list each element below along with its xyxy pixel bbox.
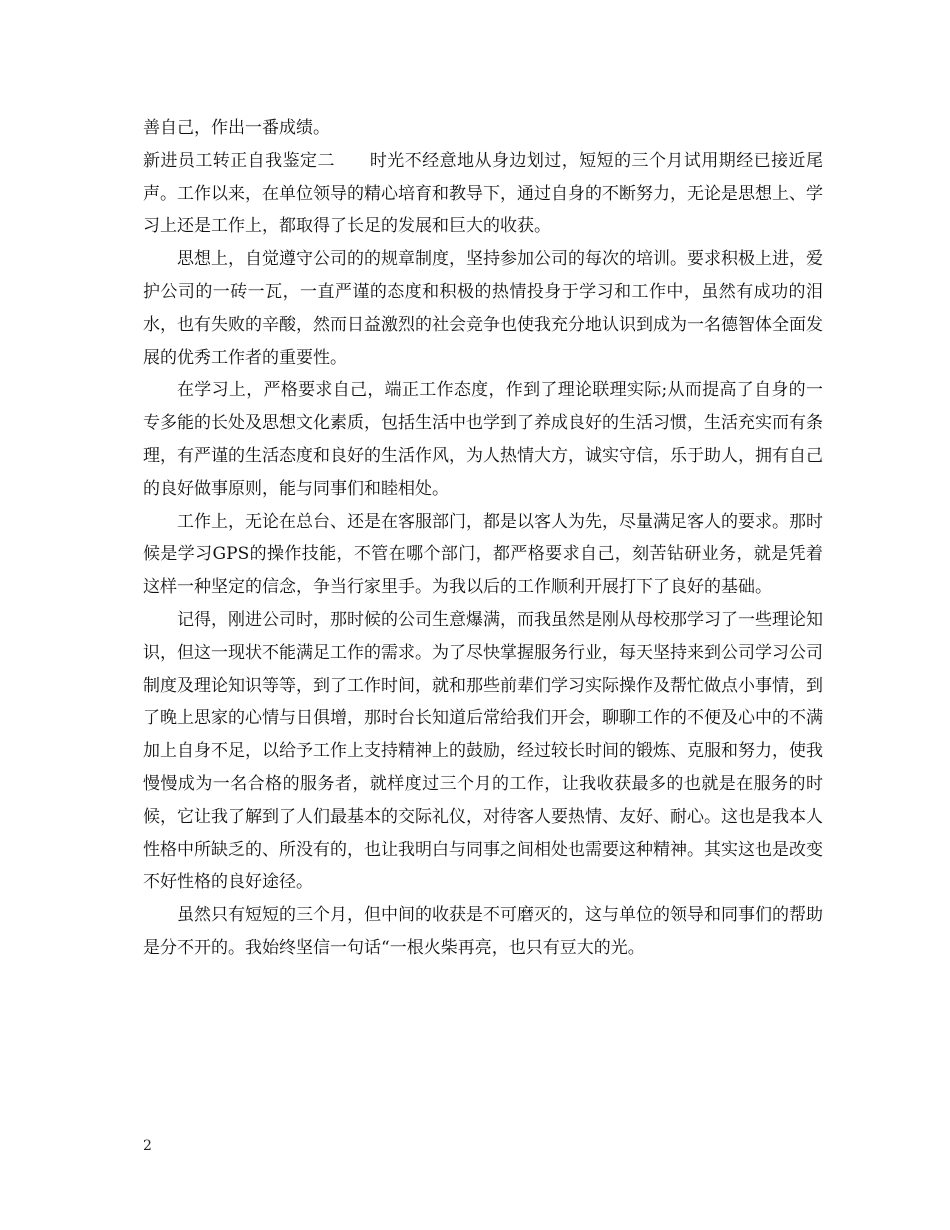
paragraph-memory: 记得，刚进公司时，那时候的公司生意爆满，而我虽然是刚从母校那学习了一些理论知识，但这一现状不能满足工作的需求。为了尽快掌握服务行业，每天坚持来到公司学习公司制度及理论知识等等，到了工作时间，就和那些前辈们学习实际操作及帮忙做点小事情，到了晚上思家的心情与日俱增，那时台长知道后常给我们开会，聊聊工作的不便及心中的不满加上自身不足，以给予工作上支持精神上的鼓励，经过较长时间的锻炼、克服和努力，使我慢慢成为一名合格的服务者，就样度过三个月的工作，让我收获最多的也就是在服务的时候，它让我了解到了人们最基本的交际礼仪，对待客人要热情、友好、耐心。这也是我本人性格中所缺乏的、所没有的，也让我明白与同事之间相处也需要这种精神。其实这也是改变不好性格的良好途径。 bbox=[143, 609, 823, 893]
paragraph-ideology: 思想上，自觉遵守公司的的规章制度，坚持参加公司的每次的培训。要求积极上进，爱护公司的一砖一瓦，一直严谨的态度和积极的热情投身于学习和工作中，虽然有成功的泪水，也有失败的辛酸，然而日益激烈的社会竞争也使我充分地认识到成为一名德智体全面发展的优秀工作者的重要性。 bbox=[143, 249, 823, 368]
page-number: 2 bbox=[143, 1138, 152, 1154]
document-body bbox=[143, 112, 823, 965]
paragraph-section-heading: 新进员工转正自我鉴定二 时光不经意地从身边划过，短短的三个月试用期经已接近尾声。工作以来，在单位领导的精心培育和教导下，通过自身的不断努力，无论是思想上、学习上还是工作上，都取得了长足的发展和巨大的收获。 bbox=[143, 150, 823, 237]
paragraph-study: 在学习上，严格要求自己，端正工作态度，作到了理论联理实际;从而提高了自身的一专多能的长处及思想文化素质，包括生活中也学到了养成良好的生活习惯，生活充实而有条理，有严谨的生活态度和良好的生活作风，为人热情大方，诚实守信，乐于助人，拥有自己的良好做事原则，能与同事们和睦相处。 bbox=[143, 380, 823, 499]
paragraph-work: 工作上，无论在总台、还是在客服部门，都是以客人为先，尽量满足客人的要求。那时候是学习GPS的操作技能，不管在哪个部门，都严格要求自己，刻苦钻研业务，就是凭着这样一种坚定的信念，争当行家里手。为我以后的工作顺利开展打下了良好的基础。 bbox=[143, 511, 823, 598]
paragraph-continuation: 善自己，作出一番成绩。 bbox=[143, 118, 330, 138]
paragraph-conclusion: 虽然只有短短的三个月，但中间的收获是不可磨灭的，这与单位的领导和同事们的帮助是分不开的。我始终坚信一句话“一根火柴再亮，也只有豆大的光。 bbox=[143, 905, 823, 958]
